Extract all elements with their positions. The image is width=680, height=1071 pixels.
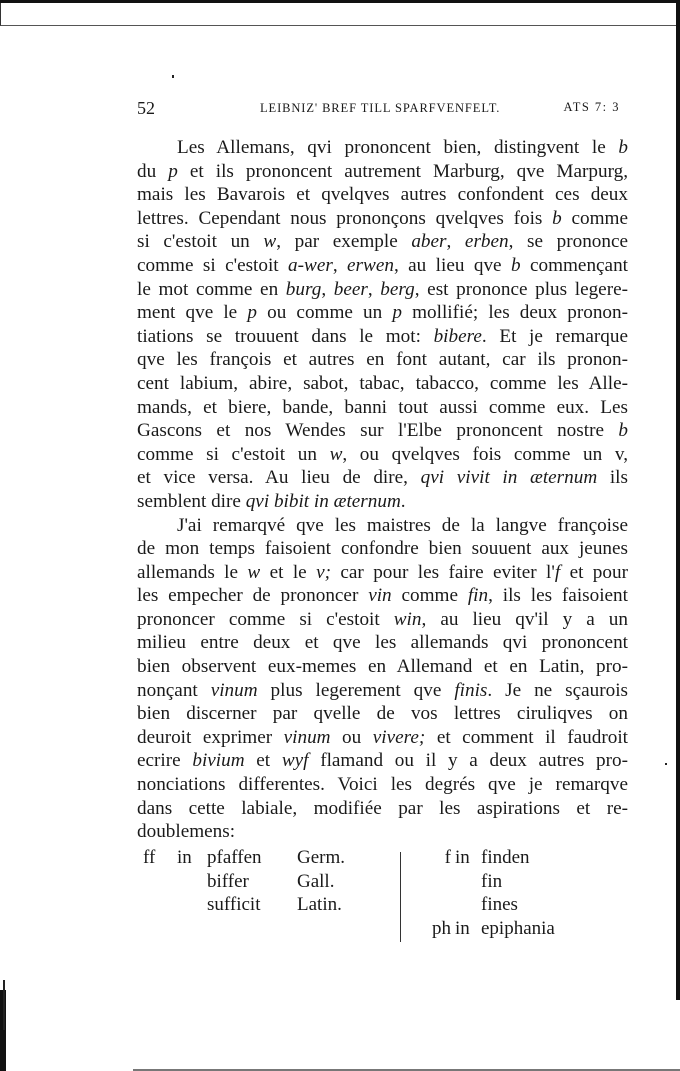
text-line: de mon temps faisoient confondre bien souuent aux jeunes [137,538,628,560]
text-line: mands, et biere, bande, banni tout aussi comme eux. Les [137,396,628,418]
italic-term: beer [333,278,368,300]
text-line: tiations se trouuent dans le mot: bibere. Et je remarque [137,325,629,347]
scan-frame-top [0,3,677,26]
italic-term: w [263,231,277,253]
table-cell-prep [177,870,207,894]
running-title: LEIBNIZ' BREF TILL SPARFVENFELT. [260,101,501,115]
italic-term: berg [380,278,415,300]
table-cell-prep: in [177,847,192,868]
italic-term: vin [368,585,392,607]
text-line: semblent dire qvi bibit in æternum. [137,490,406,512]
italic-term: p [247,302,257,324]
table-row [415,917,555,941]
table-cell-word: sufficit [207,894,261,916]
table-row [415,846,555,870]
table-row [143,870,345,894]
italic-term: burg [285,278,322,300]
text-line: si c'estoit un w, par exemple aber, erben, se prononce [137,231,629,253]
table-row [415,893,555,917]
italic-term: a-wer [288,254,333,276]
body-text [137,136,628,844]
table-row [143,893,345,917]
text-line: doublemens: [137,821,236,843]
scan-edge-left-thin [3,980,5,1030]
text-line: nonçant vinum plus legerement qve finis. Je ne sçaurois [137,679,629,701]
italic-term: b [618,420,628,442]
text-line: ecrire bivium et wyf flamand ou il y a deux autres pro- [137,750,628,772]
text-line: et vice versa. Au lieu de dire, qvi vivit in æternum ils [137,467,628,489]
table-row [143,846,345,870]
text-line: comme si c'estoit un w, ou qvelqves fois comme un v, [137,443,628,465]
table-cell-prep [177,893,207,917]
text-line: nonciations differentes. Voici les degrés qve je remarqve [137,774,628,796]
table-cell-letters [415,870,455,894]
text-line: les empecher de prononcer vin comme fin, ils les faisoient [137,585,628,607]
table-cell-prep [455,870,481,894]
text-line: Gascons et nos Wendes sur l'Elbe prononcent nostre b [137,420,628,442]
italic-term: erben [464,231,509,253]
italic-term: wyf [281,750,309,772]
labial-degrees-table [143,846,623,946]
table-cell-prep [455,893,481,917]
italic-term: w [329,443,343,465]
table-cell-lang: Gall. [297,870,335,892]
text-line: deuroit exprimer vinum ou vivere; et comment il faudroit [137,726,629,748]
italic-term: bivium [192,750,245,772]
text-line: dans cette labiale, modifiée par les aspirations et re- [137,797,628,819]
italic-term: qvi bibit in æternum [245,490,401,512]
table-cell-word: biffer [207,870,249,892]
italic-term: bibere [433,325,482,347]
italic-term: vinum [283,726,331,748]
text-line: du p et ils prononcent autrement Marburg, qve Marpurg, [137,160,628,182]
italic-term: vivere; [372,726,426,748]
italic-term: w [247,561,261,583]
running-head [137,98,628,122]
text-line: cent labium, abire, sabot, tabac, tabacco, comme les Alle- [137,372,628,394]
text-line: prononcer comme si c'estoit win, au lieu qv'il y a un [137,608,628,630]
table-cell-letters [415,893,455,917]
text-line: ment qve le p ou comme un p mollifié; les deux pronon- [137,302,628,324]
italic-term: erwen [347,254,394,276]
table-cell-letters [143,893,177,917]
text-line: Les Allemans, qvi prononcent bien, distingvent le b [177,137,628,158]
italic-term: win [393,608,422,630]
scan-edge-right [676,0,680,1000]
table-cell-letters: ff [143,847,156,868]
italic-term: fin [467,585,489,607]
table-cell-letters: f [444,847,451,868]
text-line: comme si c'estoit a-wer, erwen, au lieu qve b commençant [137,254,628,276]
italic-term: f [554,561,561,583]
text-line: bien discerner par qvelle de vos lettres ciruliqves on [137,703,628,725]
text-line: le mot comme en burg, beer, berg, est prononce plus legere- [137,278,628,300]
italic-term: b [510,254,521,276]
italic-term: qvi vivit in æternum [420,467,598,489]
italic-term: b [552,207,562,229]
table-cell-word: pfaffen [207,847,262,868]
page-number: 52 [137,98,155,118]
text-line: milieu entre deux et qve les allemands qvi prononcent [137,632,628,654]
table-left-column [143,846,345,917]
text-line: bien observent eux-memes en Allemand et en Latin, pro- [137,656,628,678]
table-cell-prep: in [455,917,470,939]
italic-term: p [168,160,178,182]
table-cell-word: finden [481,847,530,868]
column-divider [400,852,401,942]
table-right-column [415,846,555,940]
scan-speck [665,763,667,765]
text-line: allemands le w et le v; car pour les faire eviter l'f et pour [137,561,628,583]
text-line: lettres. Cependant nous prononçons qvelqves fois b comme [137,207,629,229]
table-cell-letters [143,870,177,894]
table-cell-letters: ph [432,917,451,939]
table-cell-lang: Germ. [297,847,346,868]
table-cell-word: fines [481,894,518,916]
text-line: mais les Bavarois et qvelqves autres confondent ces deux [137,184,628,206]
italic-term: aber [411,231,447,253]
italic-term: finis [454,679,488,701]
scan-speck [172,75,174,78]
table-cell-word: epiphania [481,917,555,939]
table-cell-lang: Latin. [297,894,342,916]
table-cell-word: fin [481,870,503,892]
section-reference: ATS 7: 3 [563,100,620,114]
italic-term: vinum [210,679,258,701]
italic-term: p [392,302,402,324]
text-line: qve les françois et autres en font autant, car ils pronon- [137,349,628,371]
italic-term: v; [316,561,331,583]
table-cell-prep: in [455,847,470,868]
table-row [415,870,555,894]
italic-term: b [618,137,628,158]
text-line: J'ai remarqvé qve les maistres de la langve françoise [177,514,628,536]
